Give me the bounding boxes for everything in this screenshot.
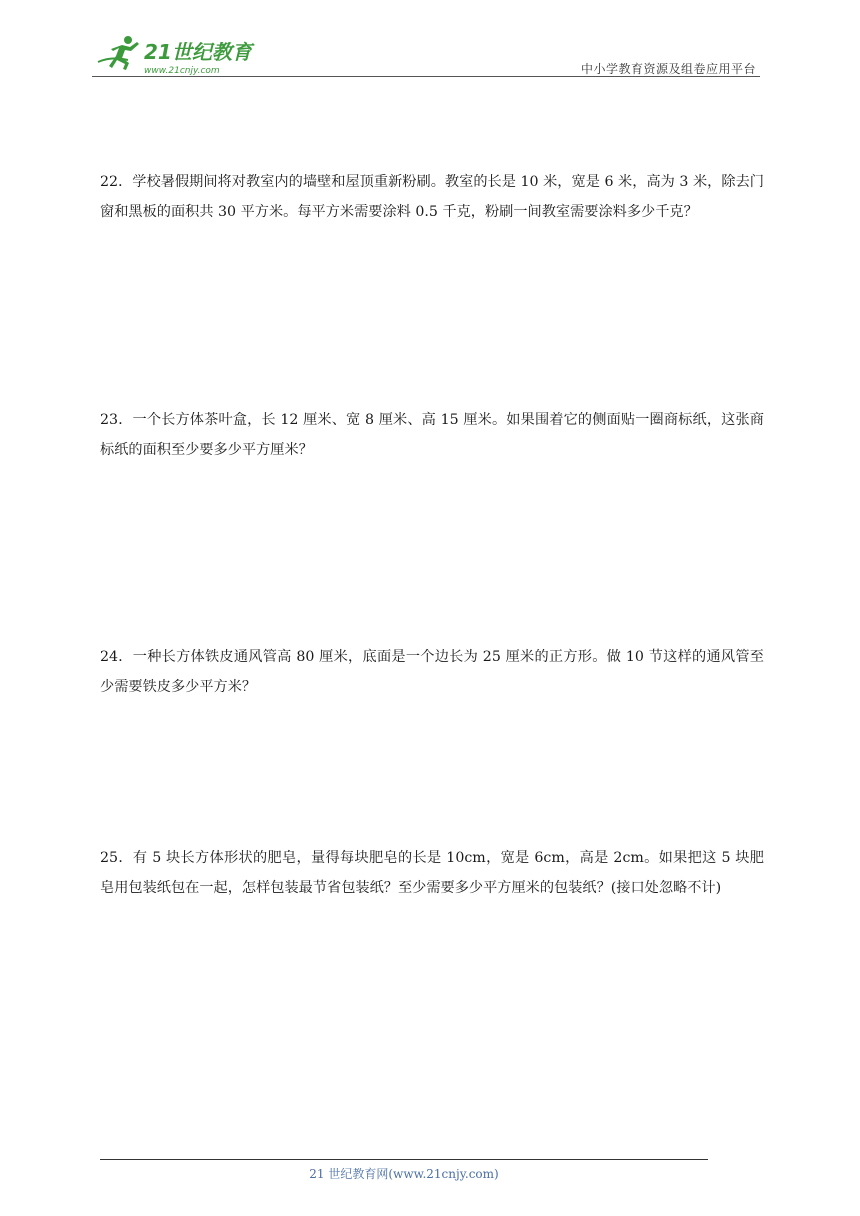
logo-url: www.21cnjy.com: [144, 66, 220, 76]
page-header: [92, 30, 760, 78]
question-23: [100, 405, 764, 465]
footer-divider: [100, 1159, 708, 1160]
footer-link[interactable]: 21 世纪教育网(www.21cnjy.com): [309, 1167, 499, 1181]
question-25: [100, 843, 764, 903]
question-text: 学校暑假期间将对教室内的墙壁和屋顶重新粉刷。教室的长是 10 米，宽是 6 米，高为 3 米，除去门窗和黑板的面积共 30 平方米。每平方米需要涂料 0.5 千克，粉刷一间教室需要涂料多少千克？: [100, 174, 764, 220]
question-text: 有 5 块长方体形状的肥皂，量得每块肥皂的长是 10cm，宽是 6cm，高是 2cm。如果把这 5 块肥皂用包装纸包在一起，怎样包装最节省包装纸？至少需要多少平方厘米的包装纸？(接口处忽略不计): [100, 850, 764, 896]
question-number: 25．: [100, 850, 133, 866]
question-number: 24．: [100, 649, 133, 665]
question-number: 23．: [100, 412, 133, 428]
question-text: 一种长方体铁皮通风管高 80 厘米，底面是一个边长为 25 厘米的正方形。做 10 节这样的通风管至少需要铁皮多少平方米？: [100, 649, 764, 695]
site-logo: [92, 32, 262, 76]
question-22: [100, 167, 764, 227]
header-divider: [92, 76, 760, 77]
question-24: [100, 642, 764, 702]
header-tagline: 中小学教育资源及组卷应用平台: [580, 62, 756, 76]
runner-icon: [98, 36, 139, 70]
logo-wordmark: 21世纪教育: [144, 40, 252, 64]
question-text: 一个长方体茶叶盒，长 12 厘米、宽 8 厘米、高 15 厘米。如果围着它的侧面贴一圈商标纸，这张商标纸的面积至少要多少平方厘米？: [100, 412, 764, 458]
question-number: 22．: [100, 174, 133, 190]
